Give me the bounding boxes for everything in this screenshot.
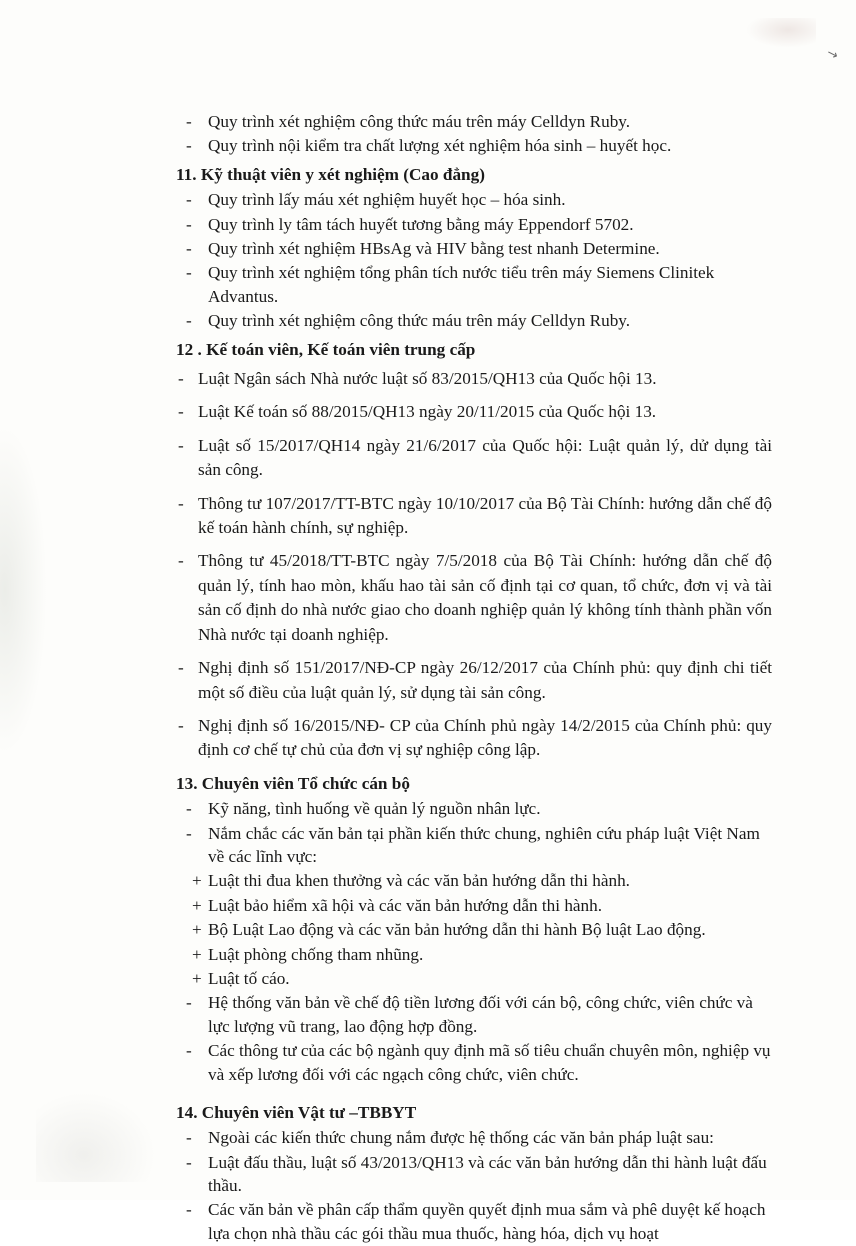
section-heading-12 [176,338,772,361]
bullet-marker: - [186,799,192,819]
section-title: Chuyên viên Tổ chức cán bộ [201,773,410,793]
spacer [172,1087,772,1096]
list-item-text: Ngoài các kiến thức chung nắm được hệ thống các văn bản pháp luật sau: [208,1128,714,1148]
section-title: Kế toán viên, Kế toán viên trung cấp [206,339,476,359]
section-heading-13 [176,772,772,795]
bullet-marker: - [186,190,192,210]
list-item-text: Luật tố cáo. [208,968,290,988]
section-number: 13. [176,773,198,793]
list-item-text: Các thông tư của các bộ ngành quy định mã số tiêu chuẩn chuyên môn, nghiệp vụ và xếp lương đối với các ngạch công chức, viên chức. [208,1041,771,1084]
list-item [172,213,772,236]
list-item [172,1039,772,1086]
bullet-marker: - [178,493,184,513]
bullet-marker: - [186,1128,192,1148]
list-item-text: Luật thi đua khen thưởng và các văn bản hướng dẫn thi hành. [208,871,630,891]
bullet-marker: - [178,715,184,735]
list-item [172,656,772,705]
list-item-text: Luật đấu thầu, luật số 43/2013/QH13 và các văn bản hướng dẫn thi hành luật đấu thầu. [208,1152,767,1196]
bullet-marker: - [186,1041,192,1061]
section-heading-11 [176,163,772,186]
section-title: Chuyên viên Vật tư –TBBYT [201,1102,417,1122]
list-item-text: Nắm chắc các văn bản tại phần kiến thức chung, nghiên cứu pháp luật Việt Nam về các lĩnh vực: [208,823,760,866]
section-title: Kỹ thuật viên y xét nghiệm (Cao đẳng) [200,164,485,184]
list-item-text: Luật Kế toán số 88/2015/QH13 ngày 20/11/2015 của Quốc hội 13. [198,402,657,422]
list-item [172,1126,772,1149]
bullet-marker: - [186,214,192,234]
document-body [172,110,772,1246]
section-number: 11. [176,164,197,184]
list-item [172,367,772,391]
list-item-text: Thông tư 45/2018/TT-BTC ngày 7/5/2018 của Bộ Tài Chính: hướng dẫn chế độ quản lý, tính hao mòn, khấu hao tài sản cố định tại cơ quan, tổ chức, đơn vị và tài sản cố định do nhà nước giao cho doanh nghiệp quản lý không tính thành phần vốn Nhà nước tại doanh nghiệp. [198,551,772,644]
list-item [172,991,772,1038]
list-item [172,309,772,332]
bullet-marker: - [186,311,192,331]
scan-artifact-top-right [746,18,816,48]
list-item [172,822,772,869]
list-item [172,434,772,483]
list-item-text: Luật bảo hiểm xã hội và các văn bản hướng dẫn thi hành. [208,895,603,915]
list-item [172,110,772,133]
list-item [172,134,772,157]
bullet-marker: - [178,402,184,422]
bullet-marker: - [186,238,192,258]
section-number: 12 . [176,339,202,359]
list-item-text: Luật Ngân sách Nhà nước luật số 83/2015/QH13 của Quốc hội 13. [198,368,657,388]
bullet-marker: - [186,823,192,843]
plus-marker: + [192,895,202,915]
list-item [172,869,772,892]
bullet-marker: - [178,551,184,571]
list-item-text: Luật phòng chống tham nhũng. [208,944,424,964]
list-item [172,918,772,941]
list-item [172,261,772,308]
bullet-marker: - [186,112,192,131]
list-item-text: Luật số 15/2017/QH14 ngày 21/6/2017 của Quốc hội: Luật quản lý, dử dụng tài sản công. [198,435,772,480]
bullet-marker: - [186,1200,192,1220]
list-item [172,797,772,820]
bullet-marker: - [186,136,192,156]
list-item-text: Nghị định số 16/2015/NĐ- CP của Chính phủ ngày 14/2/2015 của Chính phủ: quy định cơ chế tự chủ của đơn vị sự nghiệp công lập. [198,715,772,760]
bullet-marker: - [186,1152,192,1172]
list-item [172,188,772,211]
list-item [172,492,772,541]
section-heading-14 [176,1101,772,1124]
list-item-text: Quy trình xét nghiệm công thức máu trên máy Celldyn Ruby. [208,112,631,131]
list-item-text: Quy trình xét nghiệm HBsAg và HIV bằng test nhanh Determine. [208,238,660,258]
list-item-text: Nghị định số 151/2017/NĐ-CP ngày 26/12/2017 của Chính phủ: quy định chi tiết một số điều của luật quản lý, sử dụng tài sản công. [198,658,772,702]
list-item [172,400,772,424]
bullet-marker: - [186,263,192,283]
plus-marker: + [192,871,202,891]
list-item [172,549,772,647]
list-item-text: Thông tư 107/2017/TT-BTC ngày 10/10/2017 của Bộ Tài Chính: hướng dẫn chế độ kế toán hành chính, sự nghiệp. [198,493,772,538]
list-item-text: Hệ thống văn bản về chế độ tiền lương đối với cán bộ, công chức, viên chức và lực lượng vũ trang, lao động hợp đồng. [208,993,753,1036]
list-item [172,894,772,917]
list-item [172,943,772,966]
list-item [172,1151,772,1198]
plus-marker: + [192,968,202,988]
list-item-text: Quy trình nội kiểm tra chất lượng xét nghiệm hóa sinh – huyết học. [208,136,672,156]
list-item [172,1198,772,1245]
bullet-marker: - [178,658,184,678]
section-number: 14. [176,1102,198,1122]
list-item-text: Quy trình ly tâm tách huyết tương bằng máy Eppendorf 5702. [208,214,634,234]
list-item [172,237,772,260]
list-item-text: Kỹ năng, tình huống về quản lý nguồn nhân lực. [208,799,541,819]
list-item-text: Các văn bản về phân cấp thẩm quyền quyết định mua sắm và phê duyệt kế hoạch lựa chọn nhà thầu các gói thầu mua thuốc, hàng hóa, dịch vụ hoạt [208,1200,766,1243]
list-item-text: Quy trình xét nghiệm công thức máu trên máy Celldyn Ruby. [208,311,631,331]
corner-tick-icon: ↘ [824,44,840,63]
list-item [172,967,772,990]
scan-artifact-bottom-left [36,1092,156,1182]
list-item-text: Bộ Luật Lao động và các văn bản hướng dẫn thi hành Bộ luật Lao động. [208,920,706,940]
bullet-marker: - [178,368,184,388]
plus-marker: + [192,920,202,940]
list-item [172,714,772,763]
bullet-marker: - [186,993,192,1013]
list-item-text: Quy trình lấy máu xét nghiệm huyết học – hóa sinh. [208,190,566,210]
plus-marker: + [192,944,202,964]
bullet-marker: - [178,435,184,455]
scan-artifact-left-edge [0,430,46,750]
list-item-text: Quy trình xét nghiệm tổng phân tích nước tiểu trên máy Siemens Clinitek Advantus. [208,263,715,306]
